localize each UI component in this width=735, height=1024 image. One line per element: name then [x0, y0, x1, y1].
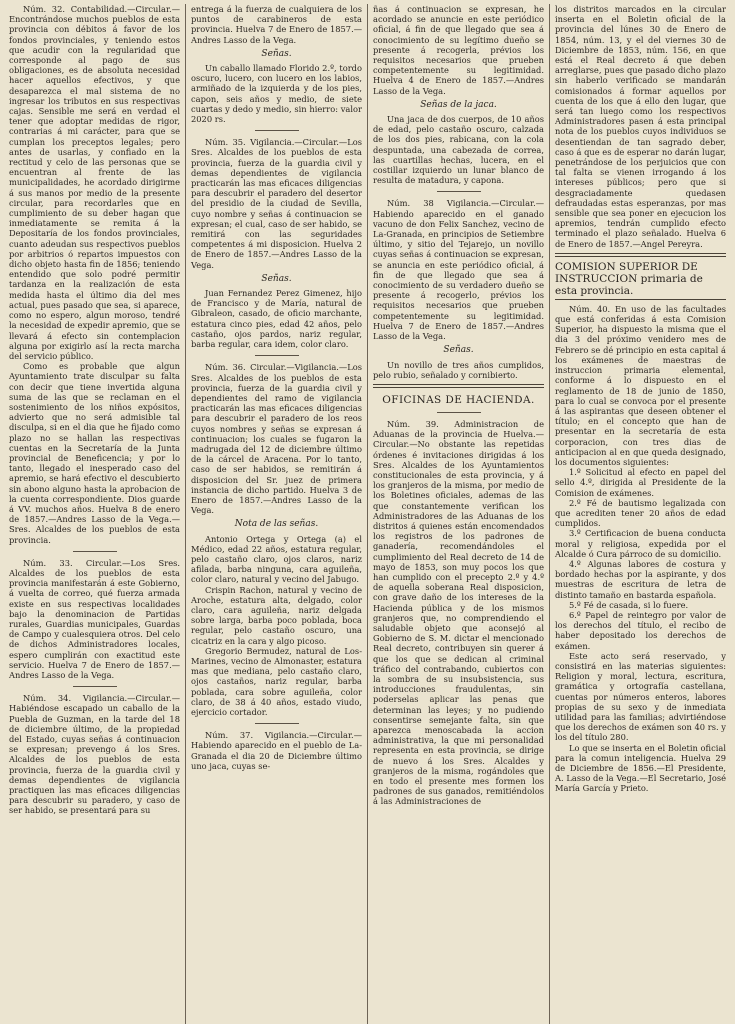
- reo-2: Crispin Rachon, natural y vecino de Aroche, estatura alta, delgado, color claro, cara aguileña, nariz delgada sobre larga, barba poco poblada, boca regular, pelo castaño oscuro, una cicatriz en la cara y algo picoso.: [191, 584, 362, 646]
- documento-5: 5.º Fé de casada, si lo fuere.: [569, 599, 689, 610]
- anuncio-40: Núm. 40. En uso de las facultades que está conferidas á esta Comision Superior, ha dispuesto la misma que el dia 3 del próximo venidero mes de Febrero se dé principio en esta capital á los exámenes de maestras de instruccion primaria elemental, conforme á lo dispuesto en el reglamento de 18 de junio de 1850, para lo cual se convoca por el presente á las aspirantas que deseen obtener el título; en el concepto que han de presentar en la secretaría de esta corporacion, con tres dias de anticipacion al en que queda designado, los documentos siguientes:: [555, 303, 726, 467]
- circular-34: Núm. 34. Vigilancia.—Circular.—Habiéndose escapado un caballo de la Puebla de Guzman, en la tarde del 18 de diciembre último, de la propiedad del Estado, cuyas señas á continuacion se expresan; prevengo á los Sres. Alcaldes de los pueblos de esta provincia, fuerza de la guardia civil y demas dependientes de vigilancia practiquen las mas eficaces diligencias para descubrir su paradero, y caso de ser habido, se presentará para su: [9, 693, 180, 816]
- documento-3: 3.º Certificacion de buena conducta moral y religiosa, expedida por el Alcalde ó Cura párroco de su domicilio.: [555, 528, 726, 559]
- circular-34-end: entrega á la fuerza de cualquiera de los puntos de carabineros de esta provincia. Huelva 7 de Enero de 1857.—Andres Lasso de la Vega.: [191, 4, 362, 45]
- columns: [4, 4, 731, 1024]
- reo-1: Antonio Ortega y Ortega (a) el Médico, edad 22 años, estatura regular, pelo castaño claro, ojos claros, nariz afilada, barba ninguna, cara aguileña, color claro, natural y vecino del Jabugo.: [191, 533, 362, 585]
- separator: [255, 723, 299, 724]
- separator: [437, 191, 481, 192]
- comision-title: COMISION SUPERIOR DE INSTRUCCION primaria de esta provincia.: [555, 261, 726, 300]
- column-2: [185, 4, 367, 1024]
- documento-2: 2.º Fé de bautismo legalizada con que acrediten tener 20 años de edad cumplidos.: [555, 497, 726, 529]
- senas-heading: Señas.: [261, 273, 292, 284]
- senas-desertor: Juan Fernandez Perez Gimenez, hijo de Francisco y de María, natural de Gibraleon, casado, de oficio marchante, estatura cinco pies, edad 42 años, pelo castaño, ojos pardos, nariz regular, barba regular, cara idem, color claro.: [191, 288, 362, 350]
- documento-6: 6.º Papel de reintegro por valor de los derechos del título, el recibo de haber depositado los derechos de exámen.: [555, 609, 726, 651]
- circular-32: Núm. 32. Contabilidad.—Circular.—Encontrándose muchos pueblos de esta provincia con débitos á favor de los fondos provinciales, y teniendo estos que acudir con la regularidad que corresponde al pago de sus obligaciones, es de absoluta necesidad hacer aquellos efectivos, y que desaparezca el mal sistema de no ingresar los tributos en sus respectivas cajas. Sensible me será en verdad el tener que adoptar medidas de rigor, contrarias á mi carácter, para que se cumplan los preceptos legales; pero antes de usarlas, y confiado en la rectitud y celo de las personas que se encuentran al frente de las municipalidades, he acordado dirigirme á sus manos por medio de la presente circular, para recordarles que en cumplimiento de su deber hagan que inmediatamente se remita á la Depositaría de los fondos provinciales, cuanto adeudan sus respectivos pueblos por arbitrios ó repartos impuestos con dicho objeto hasta fin de 1856; teniendo entendido que solo podré permitir tardanza en la realización de esta medida hasta el último dia del mes actual, pues pasado que sea, si aparece, como no espero, algun moroso, tendré la necesidad de expedir apremio, que se llevará á efecto sin contemplacion alguna por exigirlo así la recta marcha del servicio público.: [9, 4, 180, 361]
- circular-39: Núm. 39. Administracion de Aduanas de la provincia de Huelva.—Circular.—No obstante las repetidas órdenes é invitaciones dirigidas á los Sres. Alcaldes de los Ayuntamientos constitucionales de esta provincia, y á los granjeros de la misma, por medio de los Boletines oficiales, ademas de las que constantemente verifican los Administradores de las Aduanas de los distritos á quienes están encomendados los registros de los padrones de ganadería, recomendándoles el cumplimiento del Real decreto de 14 de mayo de 1853, son muy pocos los que han cumplido con el precepto 2.º y 4.º de aquella soberana Real disposicion, con grave daño de los intereses de la Hacienda pública y de los mismos granjeros que, no comprendiendo el saludable objeto que aconsejó al Gobierno de S. M. dictar el mencionado Real decreto, contribuyen sin querer á que los que se dedican al criminal tráfico del contrabando, cubiertos con la sombra de su insubsistencia, sus introducciones fraudulentas, sin poderselas aplicar las penas que determinan las leyes; y no pudiendo consentirse semejante falta, sin que aparezca menoscabada la accion administrativa, la que mi personalidad representa en esta provincia, se dirige de nuevo á los Sres. Alcaldes y granjeros de la misma, rogándoles que en todo el presente mes formen los padrones de sus ganados, remitiéndolos á las Administraciones de: [373, 418, 544, 807]
- reo-3: Gregorio Bermudez, natural de Los-Marines, vecino de Almonaster, estatura mas que mediana, pelo castaño claro, ojos castaños, nariz regular, barba poblada, cara sobre aguileña, color claro, de 38 á 40 años, estado viudo, ejercicio cortador.: [191, 645, 362, 717]
- senas-heading: Señas.: [261, 48, 292, 59]
- senas-jaca: Una jaca de dos cuerpos, de 10 años de edad, pelo castaño oscuro, calzada de los dos pies, rabicana, con la cola despuntada, una cabezada de correa, las cuartillas hechas, lucera, en el costillar izquierdo un lunar blanco de resulta de matadura, y capona.: [373, 114, 544, 186]
- senas-novillo: Un novillo de tres años cumplidos, pelo rubio, señalado y cornibierto.: [373, 359, 544, 380]
- section-rule: [555, 253, 726, 257]
- separator: [255, 130, 299, 131]
- separator: [437, 412, 481, 413]
- oficinas-hacienda-title: OFICINAS DE HACIENDA.: [382, 393, 535, 406]
- documento-4: 4.º Algunas labores de costura y bordado hechas por la aspirante, y dos muestras de escritura de letra de distinto tamaño en bastarda española.: [555, 558, 726, 600]
- circular-35: Núm. 35. Vigilancia.—Circular.—Los Sres. Alcaldes de los pueblos de esta provincia, fuerza de la guardia civil y demas dependientes de vigilancia practicarán las mas eficaces diligencias para descubrir el paradero del desertor del presidio de la ciudad de Sevilla, cuyo nombre y señas á continuacion se expresan; el cual, caso de ser habido, se remitirá con las seguridades competentes á mi disposicion. Huelva 2 de Enero de 1857.—Andres Lasso de la Vega.: [191, 137, 362, 270]
- circular-36: Núm. 36. Circular.—Vigilancia.—Los Sres. Alcaldes de los pueblos de esta provincia, fuerza de la guardia civil y dependientes del ramo de vigilancia practicarán las mas eficaces diligencias para descubrir el paradero de los reos cuyos nombres y señas se expresan á continuacion; los cuales se fugaron la madrugada del 12 de diciembre último de la cárcel de Aracena. Por lo tanto, caso de ser habidos, se remitirán á disposicion del Sr. juez de primera instancia de dicho partido. Huelva 3 de Enero de 1857.—Andres Lasso de la Vega.: [191, 362, 362, 516]
- section-rule: [373, 384, 544, 388]
- circular-38: Núm. 38 Vigilancia.—Circular.—Habiendo aparecido en el ganado vacuno de don Felix Sanchez, vecino de La-Granada, en principios de Setiembre último, y sitio del Tejarejo, un novillo cuyas señas á continuacion se expresan, se anuncia en este periódico oficial, á fin de que llegado que sea á conocimiento de su verdadero dueño se presente á recogerlo, prévios los requisitos necesarios que prueben competentemente su legitimidad. Huelva 7 de Enero de 1857.—Andres Lasso de la Vega.: [373, 198, 544, 342]
- senas-caballo: Un caballo llamado Florido 2.º, tordo oscuro, lucero, con lucero en los labios, armiñado de la izquierda y de los pies, capon, seis años y medio, de siete cuartas y dedo y medio, sin hierro: valor 2020 rs.: [191, 63, 362, 125]
- column-3: [367, 4, 549, 1024]
- senas-heading: Señas.: [443, 345, 474, 356]
- circular-33: Núm. 33. Circular.—Los Sres. Alcaldes de los pueblos de esta provincia manifestarán á este Gobierno, á vuelta de correo, qué fuerza armada existe en sus respectivas localidades bajo la denominacion de Partidas rurales, Guardias municipales, Guardas de Campo y cualesquiera otros. Del celo de dichos Administradores locales, espero cumplirán con exactitud este servicio. Huelva 7 de Enero de 1857.—Andres Lasso de la Vega.: [9, 557, 180, 680]
- circular-37: Núm. 37. Vigilancia.—Circular.—Habiendo aparecido en el pueblo de La-Granada el dia 20 de Diciembre último uno jaca, cuyas se-: [191, 730, 362, 771]
- nota-senas-heading: Nota de las señas.: [234, 519, 319, 530]
- examen-materias: Este acto será reservado, y consistirá en las materias siguientes: Religion y moral, lectura, escritura, gramática y ortografía castellana, cuentas por números enteros, labores propias de su sexo y de inmediata utilidad para las familias; advirtiéndose que los derechos de exámen son 40 rs. y los del título 280.: [555, 650, 726, 743]
- column-1: [4, 4, 185, 1024]
- documento-1: 1.º Solicitud al efecto en papel del sello 4.º, dirigida al Presidente de la Comision de exámenes.: [555, 467, 726, 498]
- senas-jaca-heading: Señas de la jaca.: [420, 99, 497, 110]
- separator: [255, 355, 299, 356]
- circular-32-continued: Como es probable que algun Ayuntamiento trate disculpar su falta con decir que tiene invertida alguna suma de las que se reclaman en el sostenimiento de los niños expósitos, advierto que no será admisible tal disculpa, si en el dia que he fijado como plazo no se hallan las respectivas cuentas en la Secretaría de la Junta provincial de Beneficencia; y por lo tanto, llegado el inesperado caso del apremio, se hará efectivo el descubierto sin abono alguno hasta la aprobacion de la cuenta correspondiente. Dios guarde á VV. muchos años. Huelva 8 de enero de 1857.—Andres Lasso de la Vega.—Sres. Alcaldes de los pueblos de esta provincia.: [9, 361, 180, 545]
- circular-37-end: ñas á continuacion se expresan, he acordado se anuncie en este periódico oficial, á fin de que llegado que sea á conocimiento de su legítimo dueño se presente á recogerla, prévios los requisitos necesarios que prueben competentemente su legitimidad. Huelva 4 de Enero de 1857.—Andres Lasso de la Vega.: [373, 4, 544, 96]
- cierre-anuncio: Lo que se inserta en el Boletin oficial para la comun inteligencia. Huelva 29 de Diciembre de 1856.—El Presidente, A. Lasso de la Vega.—El Secretario, José María García y Prieto.: [555, 742, 726, 794]
- separator: [73, 551, 117, 552]
- circular-39-end: los distritos marcados en la circular inserta en el Boletin oficial de la provincia del lúnes 30 de Enero de 1854, núm. 13, y el del viernes 30 de Diciembre de 1853, núm. 156, en que está el Real decreto á que deben arreglarse, pues que pasado dicho plazo sin haberlo verificado se mandarán comisionados á formar aquellos por cuenta de los que á ello den lugar, que será tan luego como los respectivos Administradores pasen á esta principal nota de los pueblos cuyos individuos se desentiendan de tan sagrado deber, caso á que es de esperar no darán lugar, penetrándose de los perjuicios que con tal falta se vienen irrogando á los intereses públicos; pero que si desgraciadamente quedasen defraudadas estas esperanzas, por mas sensible que sea poner en ejecucion los apremios, tendrán cumplido efecto terminado el plazo señalado. Huelva 6 de Enero de 1857.—Angel Pereyra.: [555, 4, 726, 249]
- column-4: [549, 4, 731, 1024]
- separator: [73, 686, 117, 687]
